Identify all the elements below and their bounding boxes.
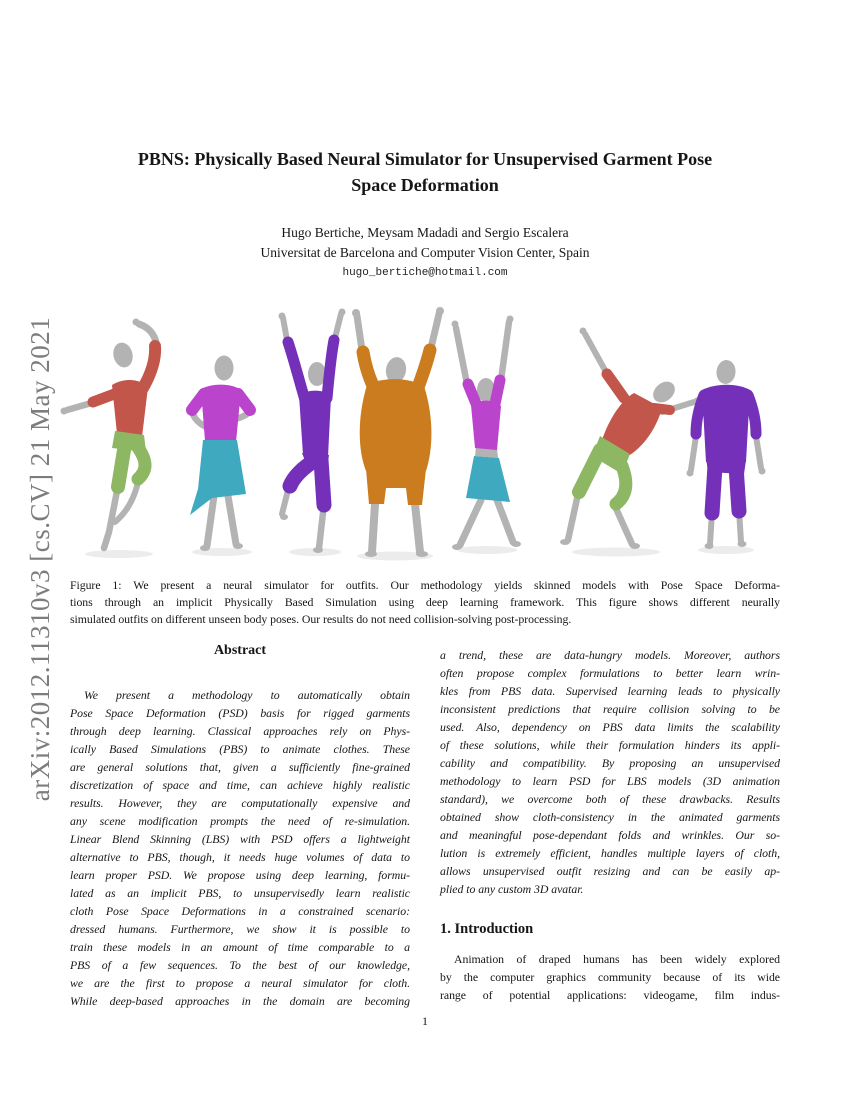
abstract-text-left [70, 686, 410, 1010]
top-torso [702, 385, 750, 462]
figure1-svg [50, 298, 790, 570]
model-3 [279, 309, 346, 557]
shirt-torso [471, 401, 501, 450]
skirt [190, 440, 246, 515]
shirt-torso [112, 380, 148, 437]
left-column [70, 640, 410, 1010]
paper-title-line-2: Space Deformation [351, 175, 499, 195]
abstract-heading: Abstract [213, 643, 267, 658]
head [715, 359, 736, 385]
head [111, 341, 135, 370]
text-line: train these models in an amount of time comparable to a [70, 940, 410, 954]
text-line: through deep learning. Classical approaches rely on Phys- [70, 724, 410, 738]
page-number: 1 [422, 1014, 428, 1028]
model-2 [190, 356, 252, 557]
text-line: dressed humans. Furthermore, we show it is possible to [70, 922, 410, 936]
model-5 [452, 316, 522, 555]
text-line: of these solutions, while their formulation hinders its appli- [440, 738, 780, 752]
text-line: plied to any custom 3D avatar. [440, 882, 584, 896]
text-line: obtained show cloth-consistency in the animated garments [440, 810, 780, 824]
ground-shadow [572, 548, 660, 557]
title-block [70, 146, 780, 279]
text-line: Linear Blend Skinning (LBS) with PSD offers a lightweight [70, 832, 410, 846]
text-line: Figure 1: We present a neural simulator for outfits. Our methodology yields skinned models with Pose Space Deforma- [70, 578, 780, 592]
text-line: PBS of a few sequences. To the best of our knowledge, [70, 958, 410, 972]
introduction-heading: 1. Introduction [440, 921, 534, 937]
text-line: Animation of draped humans has been widely explored [454, 952, 780, 966]
figure1-caption [70, 577, 780, 628]
text-line: We present a methodology to automatically obtain [84, 688, 410, 702]
text-line: Pose Space Deformation (PSD) basis for rigged garments [70, 706, 410, 720]
pants-hips [706, 458, 746, 474]
text-line: simulated outfits on different unseen body poses. Our results do not need collision-solving post-processing. [70, 612, 572, 626]
affiliation: Universitat de Barcelona and Computer Vision Center, Spain [260, 245, 590, 260]
text-line: lution is extremely efficient, handles multiple layers of cloth, [440, 846, 780, 860]
text-line: are general solutions that, given a sufficiently fine-grained [70, 760, 410, 774]
head [649, 377, 679, 406]
model-4 [352, 307, 444, 561]
ground-shadow [457, 546, 517, 554]
text-line: methodology to learn PSD for LBS models (3D animation [440, 774, 780, 788]
author-email: hugo_bertiche@hotmail.com [342, 267, 508, 279]
model-6 [560, 328, 701, 557]
figure1-image [50, 298, 790, 570]
text-line: by the computer graphics community because of its wide [440, 970, 780, 984]
shorts [366, 469, 426, 505]
text-line: tions through an implicit Physically Based Simulation using deep learning framework. This figure shows different neurally [70, 595, 780, 609]
paper-title-line-1: PBNS: Physically Based Neural Simulator for Unsupervised Garment Pose [137, 149, 713, 169]
model-1 [61, 319, 158, 559]
arxiv-watermark: arXiv:2012.11310v3 [cs.CV] 21 May 2021 [25, 316, 55, 802]
text-line: a trend, these are data-hungry models. Moreover, authors [440, 648, 780, 662]
text-line: any scene modification prompts the need of re-simulation. [70, 814, 410, 828]
shirt-torso [360, 379, 432, 471]
text-line: often propose complex formulations to better learn wrin- [440, 666, 780, 680]
top-torso [299, 391, 331, 457]
authors: Hugo Bertiche, Meysam Madadi and Sergio Escalera [281, 225, 569, 240]
text-line: discretization of space and time, can achieve highly realistic [70, 778, 410, 792]
text-line: ically Based Simulations (PBS) to animate clothes. These [70, 742, 410, 756]
text-line: used. Also, dependency on PBS data limits the scalability [440, 720, 780, 734]
text-line: allows unsupervised outfit resizing and can be easily ap- [440, 864, 780, 878]
text-line: While deep-based approaches in the domain are becoming [70, 994, 410, 1008]
text-line: lated as an implicit PBS, to unsupervisedly learn realistic [70, 886, 410, 900]
text-line: kles from PBS data. Supervised learning leads to physically [440, 684, 780, 698]
right-column [440, 640, 780, 1010]
text-line: learn proper PSD. We propose using deep learning, formu- [70, 868, 410, 882]
head [215, 356, 234, 381]
hands-feet [687, 468, 766, 550]
shirt-torso [201, 385, 241, 442]
text-line: cability and compatibility. By proposing an unsupervised [440, 756, 780, 770]
text-line: and meaningful pose-dependant folds and wrinkles. Our so- [440, 828, 780, 842]
ground-shadow [85, 550, 153, 558]
body-columns [70, 640, 780, 1010]
text-line: range of potential applications: videogame, film indus- [440, 988, 780, 1002]
skirt [466, 456, 510, 502]
text-line: standard), we overcome both of these drawbacks. Results [440, 792, 780, 806]
text-line: results. However, they are computationally expensive and [70, 796, 410, 810]
text-line: we are the first to propose a neural simulator for cloth. [70, 976, 410, 990]
abstract-text-right [440, 646, 780, 898]
text-line: inconsistent predictions that require collision solving to be [440, 702, 780, 716]
text-line: alternative to PBS, though, it needs huge volumes of data to [70, 850, 410, 864]
model-7 [687, 359, 766, 554]
text-line: cloth Pose Space Deformations in a constrained scenario: [70, 904, 410, 918]
introduction-text [440, 950, 780, 1004]
